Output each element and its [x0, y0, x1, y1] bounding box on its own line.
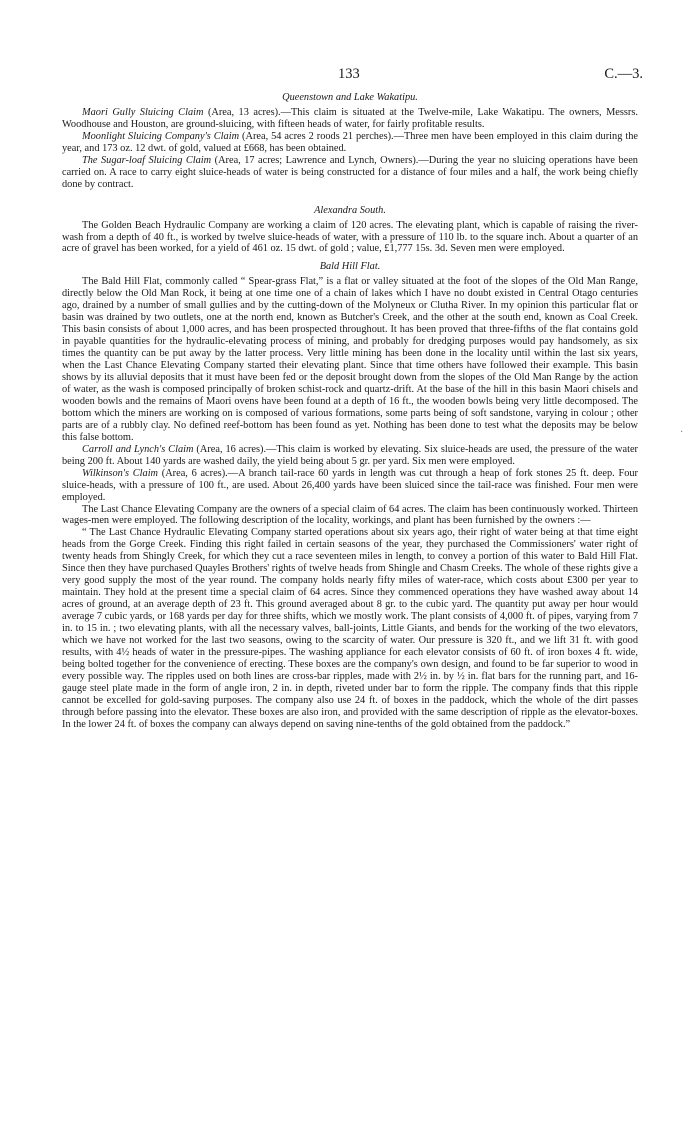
paragraph	[62, 444, 638, 468]
paragraph	[62, 468, 638, 504]
paragraph-text: (Area, 54 acres 2 roods 21 perches).—Three men have been employed in this claim during the year, and 173 oz. 12 dwt. of gold, valued at £668, has been obtained.	[62, 130, 638, 154]
paragraph-text: (Area, 17 acres; Lawrence and Lynch, Owners).—During the year no sluicing operations have been carried on. A race to carry eight sluice-heads of water is being constructed for a distance of four miles and a half, the work being chiefly done by contract.	[62, 154, 638, 190]
section-heading: Queenstown and Lake Wakatipu.	[282, 92, 418, 103]
claim-name: Carroll and Lynch's Claim	[82, 443, 194, 455]
paragraph	[62, 220, 638, 256]
paragraph	[62, 131, 638, 155]
paragraph-text: The Bald Hill Flat, commonly called “ Spear-grass Flat,” is a flat or valley situated at the foot of the slopes of the Old Man Range, directly below the Old Man Rock, it being at one time one of a chain of lakes which I have no doubt existed in Central Otago centuries ago, drained by a number of small gullies and by the cutting-down of the Molyneux or Clutha River. In my opinion this particular flat or basin was drained by two outlets, one at the north end, known as Butcher's Creek, and the other at the south end, known as Coal Creek. This basin consists of about 1,000 acres, and has been prospected throughout. It has been proved that three-fifths of the flat contains gold in payable quantities for the hydraulic-elevating process of mining, and probably for dredging purposes would pay handsomely, as six times the quantity can be put away by the latter process. Very little mining has been done in the locality until within the last six years, when the Last Chance Elevating Company started their elevating plant. Since that time others have followed their example. This basin shows by its alluvial deposits that it must have been fed or the deposit brought down from the slopes of the Old Man Range by the action of water, as the wash is composed principally of broken schist-rock and quartz-drift. At the base of the hill in this basin Maori chisels and wooden bowls and the remains of Maori ovens have been found at a depth of 16 ft., the wooden bowls being very little decomposed. The bottom which the miners are working on is composed of various formations, some parts being of soft sandstone, varying in colour ; other parts are of a rubbly clay. No defined reef-bottom has been found as yet. Nothing has been done to test what the deposits may be below this false bottom.	[62, 276, 638, 443]
claim-name: Wilkinson's Claim	[82, 467, 159, 479]
claim-name: Maori Gully Sluicing Claim	[82, 106, 204, 118]
claim-name: Moonlight Sluicing Company's Claim	[82, 130, 240, 142]
section-heading: Alexandra South.	[314, 204, 386, 216]
paragraph-text: (Area, 13 acres).—This claim is situated at the Twelve-mile, Lake Wakatipu. The owners, Messrs. Woodhouse and Houston, are ground-sluicing, with fifteen heads of water, for fairly profitable results.	[62, 106, 638, 130]
page-number: 133	[338, 66, 360, 82]
margin-mark: ·	[680, 427, 684, 438]
page-body	[62, 92, 638, 731]
paragraph	[62, 107, 638, 131]
paragraph	[62, 504, 638, 528]
quoted-paragraph	[62, 527, 638, 730]
document-reference: C.—3.	[604, 66, 643, 82]
section-heading: Bald Hill Flat.	[319, 261, 381, 273]
paragraph-text: The Last Chance Elevating Company are the owners of a special claim of 64 acres. The claim has been continuously worked. Thirteen wages-men were employed. The following description of the locality, workings, and plant has been furnished by the owners :—	[62, 503, 638, 527]
paragraph	[62, 155, 638, 191]
paragraph-text: “ The Last Chance Hydraulic Elevating Company started operations about six years ago, their right of water being at that time eight heads from the Gorge Creek. Finding this right failed in certain seasons of the year, they purchased the Commissioners' water right of twenty heads from Shingly Creek, for which they cut a race seventeen miles in length, to convey a portion of this water to Bald Hill Flat. Since then they have purchased Quayles Brothers' rights of twelve heads from Shingle and Chasm Creeks. The whole of these rights give a very good supply the most of the year round. The company holds nearly fifty miles of water-race, which costs about £300 per year to maintain. They hold at the present time a special claim of 64 acres. Since they commenced operations they have washed away about 14 acres of ground, at an average depth of 23 ft. This ground averaged about 8 gr. to the cubic yard. The quantity put away per hour would average 7 cubic yards, or 168 yards per day for three shifts, which we mostly work. The plant consists of 4,000 ft. of pipes, varying from 7 in. to 15 in. ; two elevating plants, with all the necessary valves, ball-joints, Little Giants, and bends for the working of the two elevators, which we have not worked for the last two seasons, owing to the scarcity of water. Our pressure is 320 ft., and we lift 31 ft. with good results, with 4½ heads of water in the pressure-pipes. The washing appliance for each elevator consists of 60 ft. of iron boxes 4 ft. wide, being bolted together for the convenience of erecting. These boxes are the company's own design, and found to be far superior to wood in every possible way. The ripples used on both lines are cross-bar ripples, made with 2½ in. by ½ in. flat bars for the running part, and 16-gauge steel plate made in the form of angle iron, 2 in. in depth, riveted under bar to form the ripple. The company finds that this ripple cannot be excelled for gold-saving purposes. The company also use 24 ft. of boxes in the paddock, which the whole of the dirt passes through before passing into the elevator. These boxes are also iron, and provided with the same description of ripple as the elevator-boxes. In the lower 24 ft. of boxes the company can always depend on saving nine-tenths of the gold obtained from the paddock.”	[62, 527, 638, 730]
paragraph-text: The Golden Beach Hydraulic Company are working a claim of 120 acres. The elevating plant, which is capable of raising the river-wash from a depth of 40 ft., is worked by twelve sluice-heads of water, with a pressure of 110 lb. to the square inch. About a quarter of an acre of gravel has been worked, for a yield of 461 oz. 15 dwt. of gold ; value, £1,777 15s. 3d. Seven men were employed.	[62, 219, 638, 255]
claim-name: The Sugar-loaf Sluicing Claim	[82, 154, 212, 166]
paragraph-text: (Area, 6 acres).—A branch tail-race 60 yards in length was cut through a heap of fork stones 25 ft. deep. Four sluice-heads, with a pressure of 100 ft., are used. About 26,400 yards have been sluiced since the tail-race was finished. Four men were employed.	[62, 467, 638, 503]
paragraph-text: (Area, 16 acres).—This claim is worked by elevating. Six sluice-heads are used, the pressure of the water being 200 ft. About 140 yards are washed daily, the yield being about 5 gr. per yard. Six men were employed.	[62, 443, 638, 467]
page-header	[0, 66, 700, 86]
paragraph	[62, 276, 638, 443]
